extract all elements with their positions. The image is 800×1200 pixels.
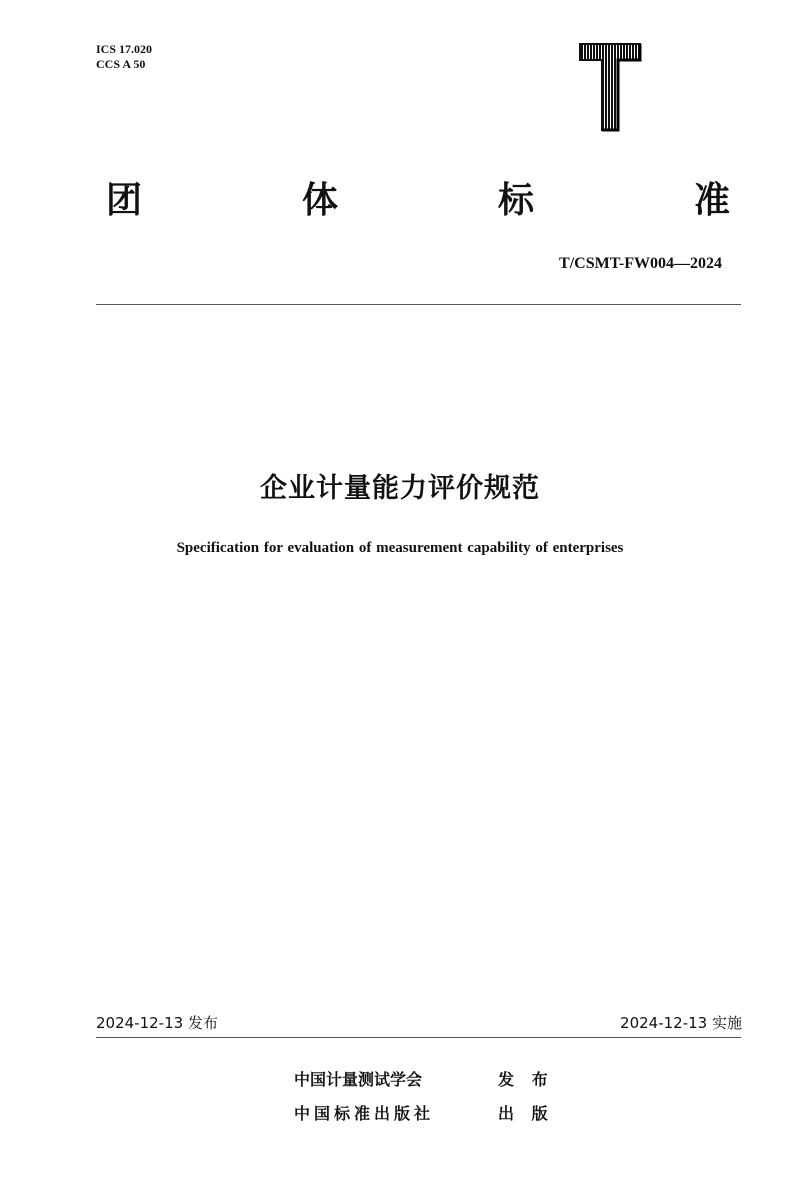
publisher-org: 中国计量测试学会	[294, 1070, 423, 1089]
category-char: 团	[106, 179, 143, 221]
standard-type-t-logo	[578, 42, 642, 132]
category-char: 标	[497, 179, 534, 221]
publisher-action: 出 版	[498, 1104, 554, 1123]
issue-date: 2024-12-13 发布	[96, 1014, 218, 1032]
title-chinese: 企业计量能力评价规范	[260, 473, 540, 504]
publisher-org: 中国标准出版社	[294, 1104, 435, 1123]
footer-divider	[96, 1037, 741, 1038]
category-char: 准	[693, 179, 730, 221]
header-divider	[96, 304, 741, 305]
ccs-code: CCS A 50	[96, 57, 146, 71]
title-english: Specification for evaluation of measurement capability of enterprises	[176, 540, 624, 556]
category-char: 体	[301, 179, 338, 221]
standard-number: T/CSMT-FW004—2024	[559, 255, 722, 272]
publisher-row	[294, 1067, 554, 1091]
classification-codes	[96, 42, 152, 72]
publisher-action: 发 布	[498, 1070, 554, 1089]
document-category	[106, 172, 730, 222]
ics-code: ICS 17.020	[96, 42, 153, 56]
implementation-date: 2024-12-13 实施	[620, 1014, 742, 1032]
publisher-row	[294, 1101, 554, 1125]
